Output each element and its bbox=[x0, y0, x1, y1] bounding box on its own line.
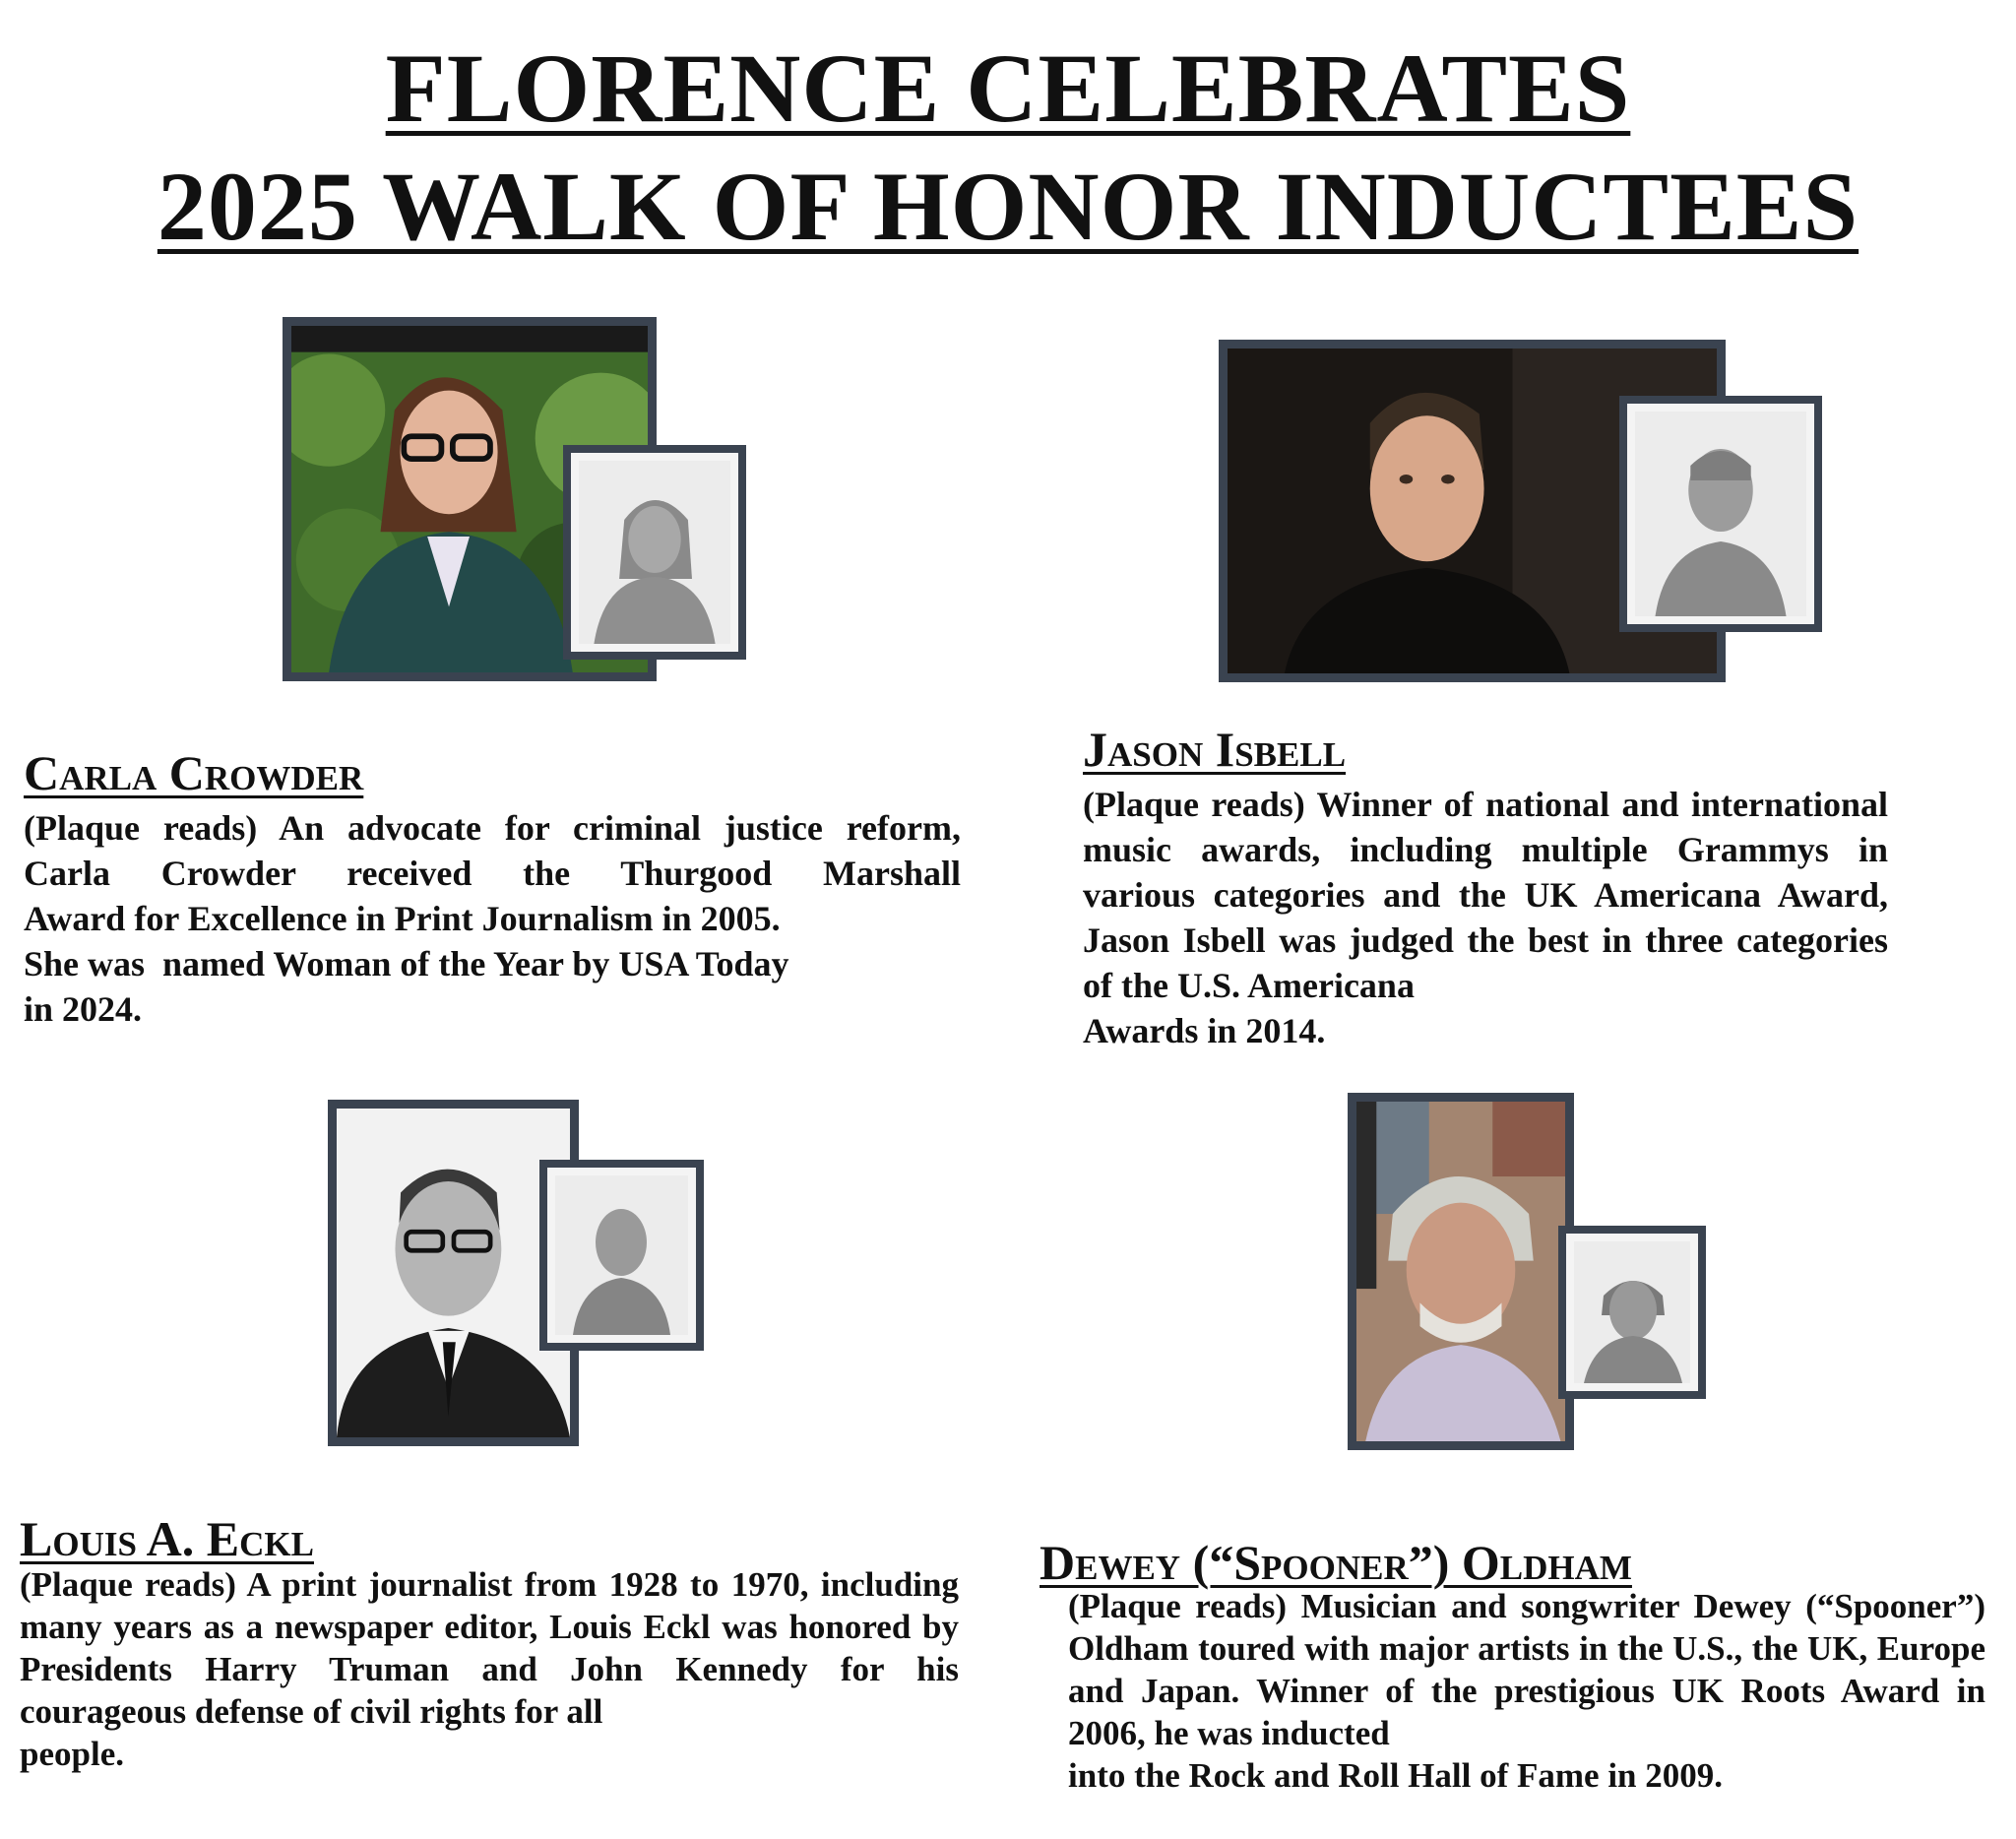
page-title-line-1: FLORENCE CELEBRATES bbox=[385, 33, 1631, 143]
carla-crowder-bio: (Plaque reads) An advocate for criminal justice reform, Carla Crowder received the Thurgood Marshall Award for Excellence in Print Journalism in 2005. She was named Woman of the Year by USA Today in 2024. bbox=[24, 808, 961, 1029]
jason-isbell-bio: (Plaque reads) Winner of national and international music awards, including multiple Grammys in various categories and the UK Americana Award, Jason Isbell was judged the best in three categories of the U.S. Americana Awards in 2014. bbox=[1083, 785, 1888, 1050]
carla-crowder-name: Carla Crowder bbox=[24, 745, 364, 800]
jason-isbell-plaque bbox=[1619, 396, 1822, 632]
dewey-oldham-photo bbox=[1348, 1093, 1574, 1450]
jason-isbell-name: Jason Isbell bbox=[1083, 722, 1347, 777]
carla-crowder-plaque bbox=[563, 445, 746, 660]
louis-eckl-bio: (Plaque reads) A print journalist from 1928 to 1970, including many years as a newspaper editor, Louis Eckl was honored by Presidents Harry Truman and John Kennedy for his courageous defense of civil rights for all people. bbox=[20, 1565, 959, 1773]
louis-eckl-name: Louis A. Eckl bbox=[20, 1511, 314, 1566]
dewey-oldham-plaque bbox=[1558, 1226, 1706, 1399]
dewey-oldham-bio: (Plaque reads) Musician and songwriter Dewey (“Spooner”) Oldham toured with major artists in the U.S., the UK, Europe and Japan. Winner of the prestigious UK Roots Award in 2006, he was inducted into the Rock and Roll Hall of Fame in 2009. bbox=[1068, 1587, 1985, 1795]
page-title-line-2: 2025 WALK OF HONOR INDUCTEES bbox=[157, 152, 1859, 261]
louis-eckl-plaque bbox=[539, 1160, 704, 1351]
dewey-oldham-name: Dewey (“Spooner”) Oldham bbox=[1040, 1535, 1632, 1590]
